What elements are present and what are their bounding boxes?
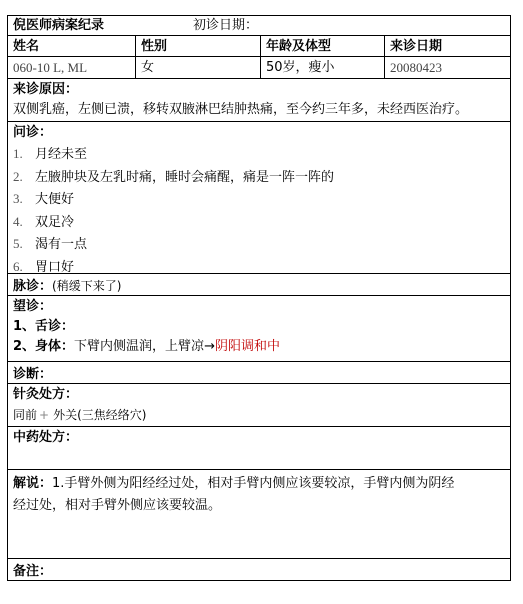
first-visit-date-label: 初诊日期： [193,18,259,33]
herbal-section [7,427,511,470]
herbal-label: 中药处方： [13,430,79,445]
inquiry-item: 2. 左腋肿块及左乳时痛，睡时会痛醒，痛是一阵一阵的 [13,168,335,185]
body-conclusion: 阴阳调和中 [214,339,280,354]
acupuncture-section [7,384,511,427]
case-record-sheet [7,15,511,581]
pulse-label: 脉诊： [13,279,53,294]
observation-section [7,296,511,362]
record-title: 倪医师病案纪录 [13,18,105,33]
header-name: 姓名 [8,36,136,56]
reason-label: 来诊原因： [13,82,79,97]
explanation-section [7,470,511,559]
inquiry-item: 3. 大便好 [13,191,75,207]
title-row [7,15,511,36]
tongue-diagnosis-label: 1、舌诊： [13,319,75,334]
notes-section [7,559,511,581]
info-data-row [7,57,511,79]
acupuncture-label: 针灸处方： [13,387,79,402]
inquiry-item: 1. 月经未至 [13,146,88,162]
visit-date: 20080423 [390,60,442,75]
inquiry-item: 5. 渴有一点 [13,236,88,252]
header-age-build: 年龄及体型 [261,36,385,56]
patient-age-build: 50岁，瘦小 [261,57,385,78]
notes-label: 备注： [13,564,53,579]
header-gender: 性别 [136,36,261,56]
diagnosis-label: 诊断： [13,367,53,382]
arrow-icon: → [204,339,215,354]
inquiry-item: 4. 双足冷 [13,213,75,230]
acupuncture-prescription: 同前 + 外关(三焦经络穴) [13,408,147,422]
explanation-line-2: 经过处，相对手臂外侧应该要较温。 [13,498,222,513]
patient-gender: 女 [136,57,261,78]
pulse-section [7,274,511,296]
body-text: 下臂内侧温润，上臂凉 [74,339,205,354]
reason-section [7,79,511,122]
inquiry-section [7,122,511,274]
pulse-text: (稍缓下来了) [52,279,122,293]
inquiry-item: 6. 胃口好 [13,258,75,275]
header-visit-date: 来诊日期 [390,39,443,54]
inquiry-label: 问诊： [13,125,53,140]
reason-text: 双侧乳癌，左侧已溃，移转双腋淋巴结肿热痛，至今约三年多，未经西医治疗。 [13,102,469,117]
info-header-row [7,36,511,57]
diagnosis-section [7,362,511,384]
observation-label: 望诊： [13,299,53,314]
patient-id: 060-10 L, ML [8,57,136,78]
explanation-line-1: 解说：1.手臂外侧为阳经经过处，相对手臂内侧应该要较凉，手臂内侧为阴经 [13,476,455,491]
body-observation [13,337,505,357]
body-label: 2、身体： [13,339,75,354]
